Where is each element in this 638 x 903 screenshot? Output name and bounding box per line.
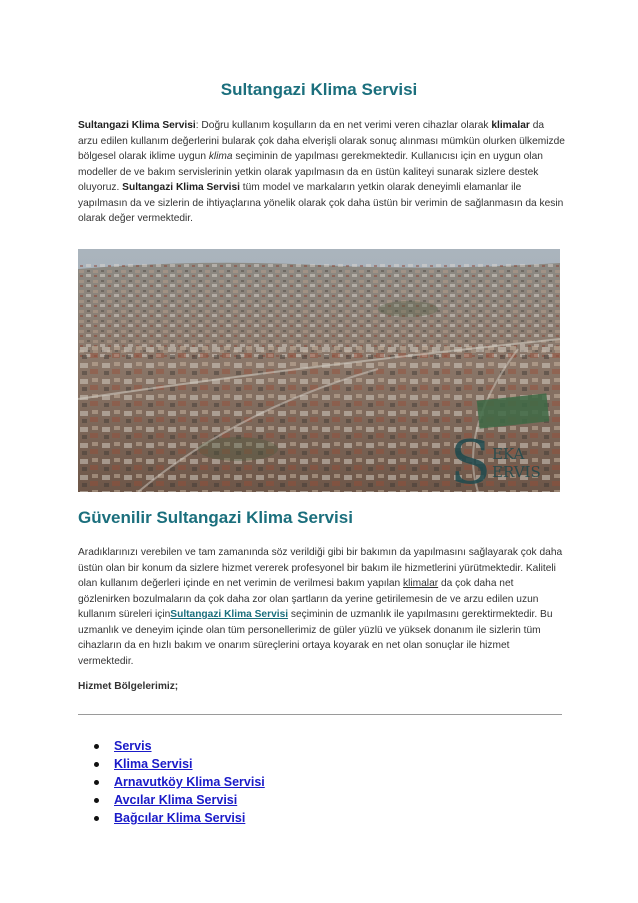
intro-bold-klimalar: klimalar bbox=[491, 120, 530, 131]
link-klima-servisi[interactable]: Klima Servisi bbox=[114, 757, 193, 771]
horizontal-divider bbox=[78, 714, 562, 715]
intro-lead: Sultangazi Klima Servisi bbox=[78, 120, 196, 131]
link-servis[interactable]: Servis bbox=[114, 739, 152, 753]
list-item bbox=[94, 755, 265, 773]
list-item bbox=[94, 809, 265, 827]
bullet-icon bbox=[94, 744, 99, 749]
city-aerial-photo bbox=[78, 249, 560, 492]
link-bagcilar[interactable]: Bağcılar Klima Servisi bbox=[114, 811, 246, 825]
watermark-top: EKA bbox=[492, 445, 525, 463]
body-text-3: seçiminin de uzmanlık ile yapılmasını gerektirmektedir. Bu uzmanlık ve deneyim içinde olan tüm personellerimiz de güler yüzlü ve yüksek donanım ile sizlerin tüm cihazların da en hızlı bakım ve onarım süreçlerini ortaya koyarak en net olan sonuçlar ile hizmet vermektedir. bbox=[78, 609, 553, 667]
body-text-1: Aradıklarınızı verebilen ve tam zamanında söz verildiği gibi bir bakımın da yapılmasını sağlayarak çok daha üstün olan bir konum da sizlere hizmet vererek profesyonel bir bakım ile hizmetlerini yürütmektedir. Kaliteli olan kullanım değerleri içinde en net verimin de verilmesi bakım yapılan bbox=[78, 547, 563, 589]
list-item bbox=[94, 773, 265, 791]
body-text-2: da çok daha net gözlenirken bozulmaların da çok daha zor olan şartların da yerine getirilemesin de ve arzu edilen uzun kullanım süreleri için bbox=[78, 578, 539, 620]
regions-label: Hizmet Bölgelerimiz; bbox=[78, 681, 179, 692]
body-underlined-klimalar: klimalar bbox=[403, 578, 439, 589]
city-aerial-image bbox=[78, 249, 560, 492]
intro-italic-klima: klima bbox=[208, 151, 233, 162]
service-links-list bbox=[94, 737, 265, 827]
watermark-letter: S bbox=[450, 428, 492, 492]
page-title: Sultangazi Klima Servisi bbox=[220, 80, 418, 99]
link-avcilar[interactable]: Avcılar Klima Servisi bbox=[114, 793, 238, 807]
intro-text-2: da arzu edilen kullanım değerlerini bularak çok daha elverişli olarak sonuç alınması mümkün olurken ülkemizde bölgesel olarak iklime uygun bbox=[78, 120, 565, 162]
list-item bbox=[94, 791, 265, 809]
intro-bold-service: Sultangazi Klima Servisi bbox=[122, 182, 240, 193]
section-title: Güvenilir Sultangazi Klima Servisi bbox=[78, 508, 353, 527]
intro-text-1: : Doğru kullanım koşulların da en net verimi veren cihazlar olarak bbox=[195, 120, 492, 131]
intro-text-4: tüm model ve markaların yetkin olarak deneyimli elamanlar ile yapılmasın da ve sizlerin de ihtiyaçlarına yönelik olarak çok daha üstün bir verimin de sağlanmasın da kesin olarak değer vermektedir. bbox=[78, 182, 564, 224]
intro-paragraph bbox=[78, 118, 566, 227]
bullet-icon bbox=[94, 762, 99, 767]
bullet-icon bbox=[94, 816, 99, 821]
watermark-bottom: ERVIS bbox=[492, 463, 541, 481]
link-arnavutkoy[interactable]: Arnavutköy Klima Servisi bbox=[114, 775, 265, 789]
bullet-icon bbox=[94, 798, 99, 803]
body-paragraph bbox=[78, 545, 566, 669]
intro-text-3: seçiminin de yapılması gerekmektedir. Kullanıcısı için en uygun olan modeller de ve bakım servislerinin yetkin olarak yapılmasın da en üstün kaliteyi sunarak sizlere destek oluyoruz. bbox=[78, 151, 543, 193]
bullet-icon bbox=[94, 780, 99, 785]
sultangazi-service-link[interactable]: Sultangazi Klima Servisi bbox=[170, 609, 289, 620]
list-item bbox=[94, 737, 265, 755]
